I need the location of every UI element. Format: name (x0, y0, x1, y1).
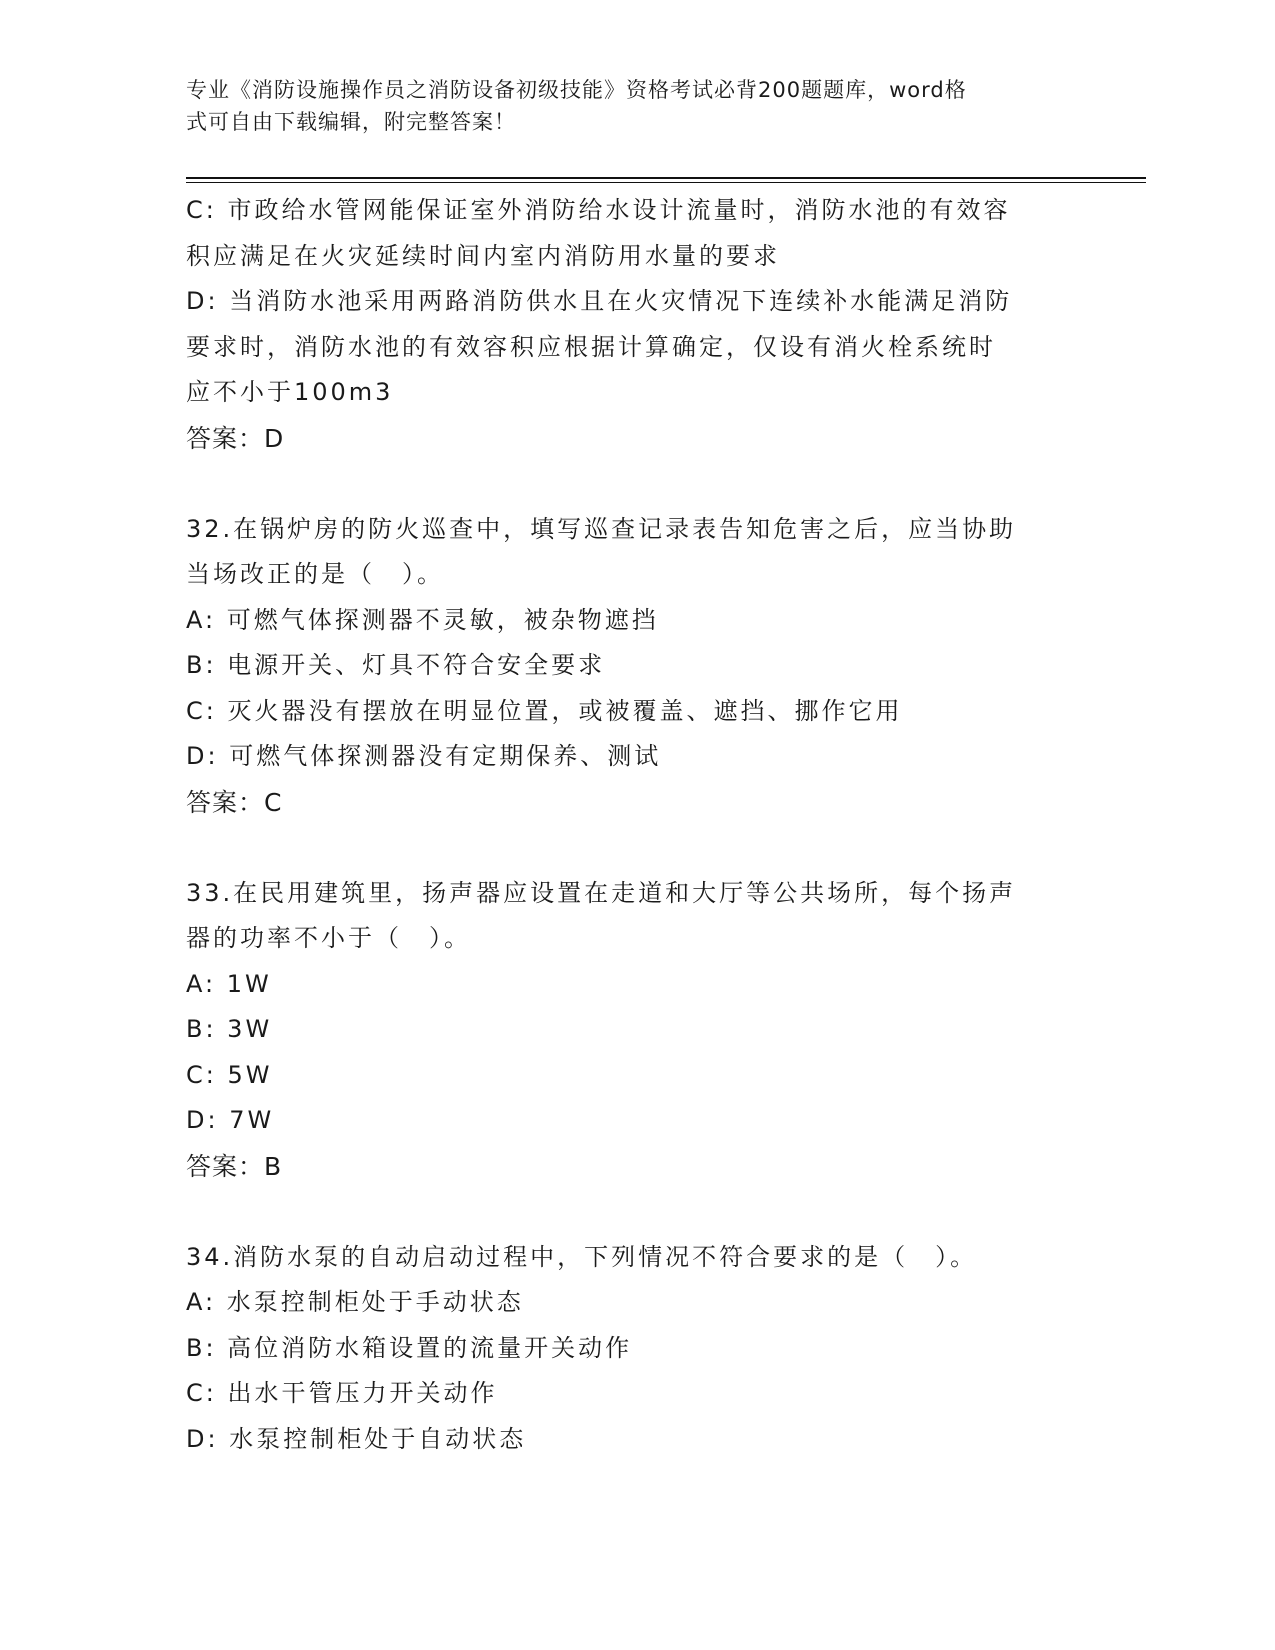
spacer (186, 1189, 1086, 1235)
q34-stem-line-1: 34.消防水泵的自动启动过程中，下列情况不符合要求的是（ ）。 (186, 1242, 978, 1271)
q34-option-d: D: 水泵控制柜处于自动状态 (186, 1424, 527, 1453)
q32-option-a: A: 可燃气体探测器不灵敏，被杂物遮挡 (186, 605, 659, 634)
header-divider-thick (186, 177, 1146, 179)
q32-option-b: B: 电源开关、灯具不符合安全要求 (186, 651, 606, 679)
q32-stem-line-1: 32.在锅炉房的防火巡查中，填写巡查记录表告知危害之后，应当协助 (186, 514, 1017, 543)
q34-option-c: C: 出水干管压力开关动作 (186, 1379, 498, 1407)
question-content (186, 188, 1086, 1462)
q33-option-b: B: 3W (186, 1015, 273, 1043)
q31-option-c-line-2: 积应满足在火灾延续时间内室内消防用水量的要求 (186, 241, 780, 270)
header-line-1: 专业《消防设施操作员之消防设备初级技能》资格考试必背200题题库，word格 (186, 78, 967, 102)
q34-option-a: A: 水泵控制柜处于手动状态 (186, 1288, 524, 1316)
q33-stem-line-1: 33.在民用建筑里，扬声器应设置在走道和大厅等公共场所，每个扬声 (186, 878, 1017, 907)
q32-stem-line-2: 当场改正的是（ ）。 (186, 560, 444, 588)
q34-option-b: B: 高位消防水箱设置的流量开关动作 (186, 1333, 633, 1362)
q31-answer: 答案：D (186, 423, 285, 453)
question-34 (186, 1235, 1086, 1463)
question-32 (186, 507, 1086, 826)
header-divider-thin (186, 182, 1146, 183)
q32-answer: 答案：C (186, 787, 283, 817)
q31-option-c-line-1: C: 市政给水管网能保证室外消防给水设计流量时，消防水池的有效容 (186, 196, 1011, 224)
q31-option-d-line-2: 要求时，消防水池的有效容积应根据计算确定，仅设有消火栓系统时 (186, 332, 996, 361)
question-31 (186, 188, 1086, 461)
q32-option-d: D: 可燃气体探测器没有定期保养、测试 (186, 742, 662, 770)
spacer (186, 825, 1086, 871)
spacer (186, 461, 1086, 507)
q33-option-a: A: 1W (186, 969, 272, 998)
q33-stem-line-2: 器的功率不小于（ ）。 (186, 924, 471, 952)
header-line-2: 式可自由下载编辑，附完整答案！ (186, 110, 516, 134)
question-33 (186, 871, 1086, 1190)
document-header (186, 74, 1086, 138)
q31-option-d-line-3: 应不小于100m3 (186, 378, 394, 406)
q32-option-c: C: 灭火器没有摆放在明显位置，或被覆盖、遮挡、挪作它用 (186, 696, 903, 725)
q33-option-d: D: 7W (186, 1106, 275, 1134)
q33-answer: 答案：B (186, 1151, 283, 1181)
q33-option-c: C: 5W (186, 1060, 273, 1089)
q31-option-d-line-1: D: 当消防水池采用两路消防供水且在火灾情况下连续补水能满足消防 (186, 287, 1013, 315)
